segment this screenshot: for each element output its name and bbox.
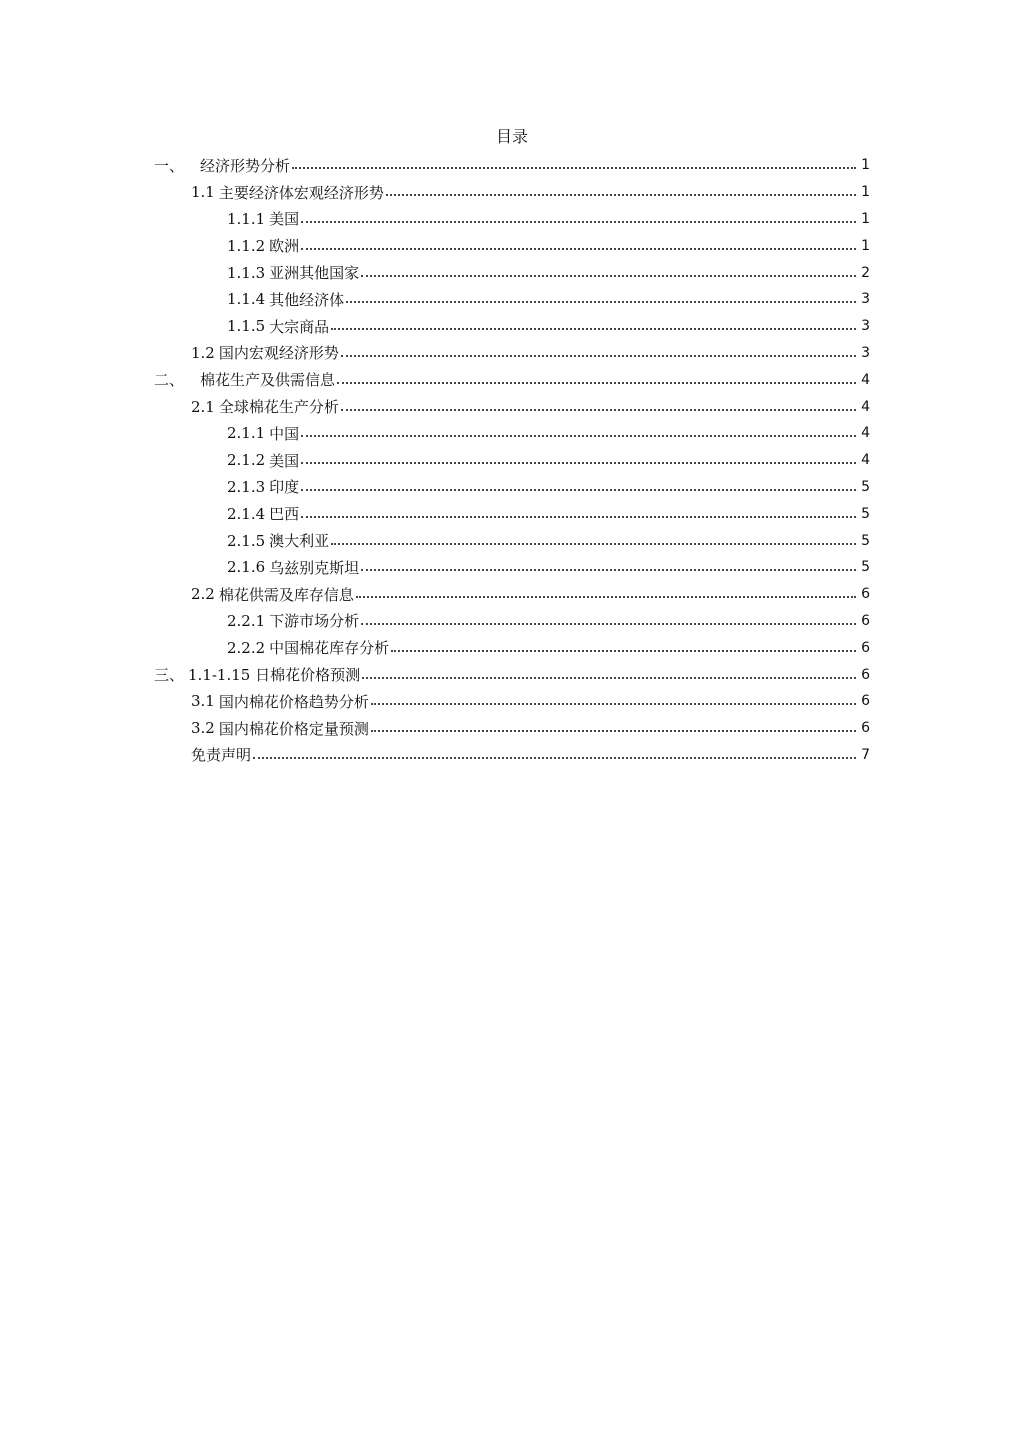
toc-entry-page: 6 [861, 586, 870, 603]
table-of-contents [154, 152, 870, 768]
toc-entry-number: 1.1.3 [227, 263, 266, 282]
toc-entry-text: 亚洲其他国家 [269, 264, 360, 283]
dot-leader [341, 397, 856, 411]
toc-entry-number: 1.2 [191, 343, 215, 362]
toc-entry[interactable] [154, 259, 870, 286]
toc-entry-number: 1.1.4 [227, 290, 266, 309]
toc-entry-number: 2.2.1 [227, 611, 266, 630]
dot-leader [341, 343, 856, 357]
toc-entry-number: 1.1 [191, 183, 215, 202]
toc-entry-text: 免责声明 [191, 746, 252, 765]
toc-entry-text: 其他经济体 [269, 290, 345, 309]
dot-leader [301, 209, 856, 223]
toc-entry-text: 中国棉花库存分析 [269, 639, 390, 658]
dot-leader [361, 557, 856, 571]
dot-leader [331, 316, 856, 330]
toc-entry[interactable] [154, 742, 870, 769]
dot-leader [253, 745, 856, 759]
toc-entry[interactable] [154, 286, 870, 313]
toc-entry-text: 乌兹别克斯坦 [269, 558, 360, 577]
toc-entry-page: 7 [861, 746, 870, 763]
toc-entry-text: 1.1-1.15 日棉花价格预测 [188, 666, 361, 685]
toc-entry-text: 全球棉花生产分析 [218, 398, 339, 417]
toc-entry[interactable] [154, 179, 870, 206]
toc-entry[interactable] [154, 340, 870, 367]
toc-entry-page: 3 [861, 318, 870, 335]
toc-entry[interactable] [154, 634, 870, 661]
toc-entry[interactable] [154, 313, 870, 340]
toc-entry-number: 2.1.5 [227, 531, 266, 550]
toc-entry-page: 3 [861, 344, 870, 361]
toc-entry[interactable] [154, 581, 870, 608]
toc-entry-number: 2.1.2 [227, 451, 266, 470]
toc-entry-number: 2.1.6 [227, 558, 266, 577]
toc-entry-number: 2.1 [191, 397, 215, 416]
toc-entry[interactable] [154, 206, 870, 233]
toc-entry[interactable] [154, 474, 870, 501]
toc-entry-page: 6 [861, 720, 870, 737]
dot-leader [371, 718, 856, 732]
toc-entry-text: 巴西 [269, 505, 300, 524]
toc-entry[interactable] [154, 232, 870, 259]
toc-entry-number: 2.1.4 [227, 504, 266, 523]
toc-entry-number: 1.1.5 [227, 317, 266, 336]
toc-entry-number: 三、 [154, 666, 185, 685]
toc-entry-page: 5 [861, 532, 870, 549]
toc-entry[interactable] [154, 447, 870, 474]
toc-entry-number: 2.1.3 [227, 477, 266, 496]
toc-entry-page: 4 [861, 398, 870, 415]
dot-leader [301, 236, 856, 250]
toc-entry-page: 1 [861, 237, 870, 254]
toc-entry-page: 5 [861, 478, 870, 495]
toc-entry-number: 一、 [154, 156, 185, 175]
dot-leader [371, 691, 856, 705]
dot-leader [337, 370, 856, 384]
toc-entry-text: 美国 [269, 451, 300, 470]
dot-leader [361, 263, 856, 277]
toc-entry-page: 1 [861, 184, 870, 201]
toc-entry[interactable] [154, 715, 870, 742]
toc-entry-number: 二、 [154, 371, 185, 390]
dot-leader [301, 423, 856, 437]
toc-entry[interactable] [154, 393, 870, 420]
toc-entry-number: 3.2 [191, 719, 215, 738]
toc-entry-page: 1 [861, 157, 870, 174]
toc-entry-page: 2 [861, 264, 870, 281]
toc-entry[interactable] [154, 608, 870, 635]
toc-entry-text: 棉花生产及供需信息 [200, 371, 336, 390]
toc-entry[interactable] [154, 661, 870, 688]
dot-leader [386, 182, 856, 196]
toc-entry-number: 2.2.2 [227, 638, 266, 657]
toc-entry[interactable] [154, 420, 870, 447]
toc-entry-page: 4 [861, 425, 870, 442]
toc-entry-text: 下游市场分析 [269, 612, 360, 631]
toc-entry-text: 中国 [269, 424, 300, 443]
toc-entry-page: 6 [861, 639, 870, 656]
toc-entry-page: 6 [861, 612, 870, 629]
toc-entry-text: 主要经济体宏观经济形势 [218, 183, 384, 202]
toc-entry-text: 欧洲 [269, 237, 300, 256]
toc-entry-number: 1.1.2 [227, 236, 266, 255]
toc-entry-text: 国内宏观经济形势 [218, 344, 339, 363]
dot-leader [301, 477, 856, 491]
dot-leader [356, 584, 856, 598]
dot-leader [391, 638, 856, 652]
toc-entry-page: 5 [861, 505, 870, 522]
dot-leader [292, 155, 856, 169]
toc-entry-page: 4 [861, 452, 870, 469]
toc-entry-page: 5 [861, 559, 870, 576]
toc-title: 目录 [495, 127, 528, 146]
toc-entry-text: 澳大利亚 [269, 532, 330, 551]
dot-leader [362, 665, 856, 679]
toc-entry[interactable] [154, 554, 870, 581]
toc-entry-number: 1.1.1 [227, 209, 266, 228]
toc-entry-page: 3 [861, 291, 870, 308]
toc-entry-text: 美国 [269, 210, 300, 229]
toc-entry[interactable] [154, 152, 870, 179]
toc-entry[interactable] [154, 688, 870, 715]
toc-entry-page: 6 [861, 666, 870, 683]
dot-leader [346, 289, 856, 303]
dot-leader [361, 611, 856, 625]
dot-leader [331, 531, 856, 545]
toc-entry-text: 国内棉花价格趋势分析 [218, 692, 369, 711]
dot-leader [301, 504, 856, 518]
toc-entry[interactable] [154, 527, 870, 554]
dot-leader [301, 450, 856, 464]
toc-entry-page: 1 [861, 210, 870, 227]
toc-entry-text: 经济形势分析 [200, 156, 291, 175]
toc-entry-number: 2.1.1 [227, 424, 266, 443]
toc-entry-text: 国内棉花价格定量预测 [218, 719, 369, 738]
toc-entry-text: 棉花供需及库存信息 [218, 585, 354, 604]
toc-entry-text: 印度 [269, 478, 300, 497]
toc-entry[interactable] [154, 366, 870, 393]
toc-entry-text: 大宗商品 [269, 317, 330, 336]
toc-entry-number: 3.1 [191, 692, 215, 711]
toc-entry-number: 2.2 [191, 585, 215, 604]
toc-entry-page: 6 [861, 693, 870, 710]
toc-entry[interactable] [154, 500, 870, 527]
toc-entry-page: 4 [861, 371, 870, 388]
